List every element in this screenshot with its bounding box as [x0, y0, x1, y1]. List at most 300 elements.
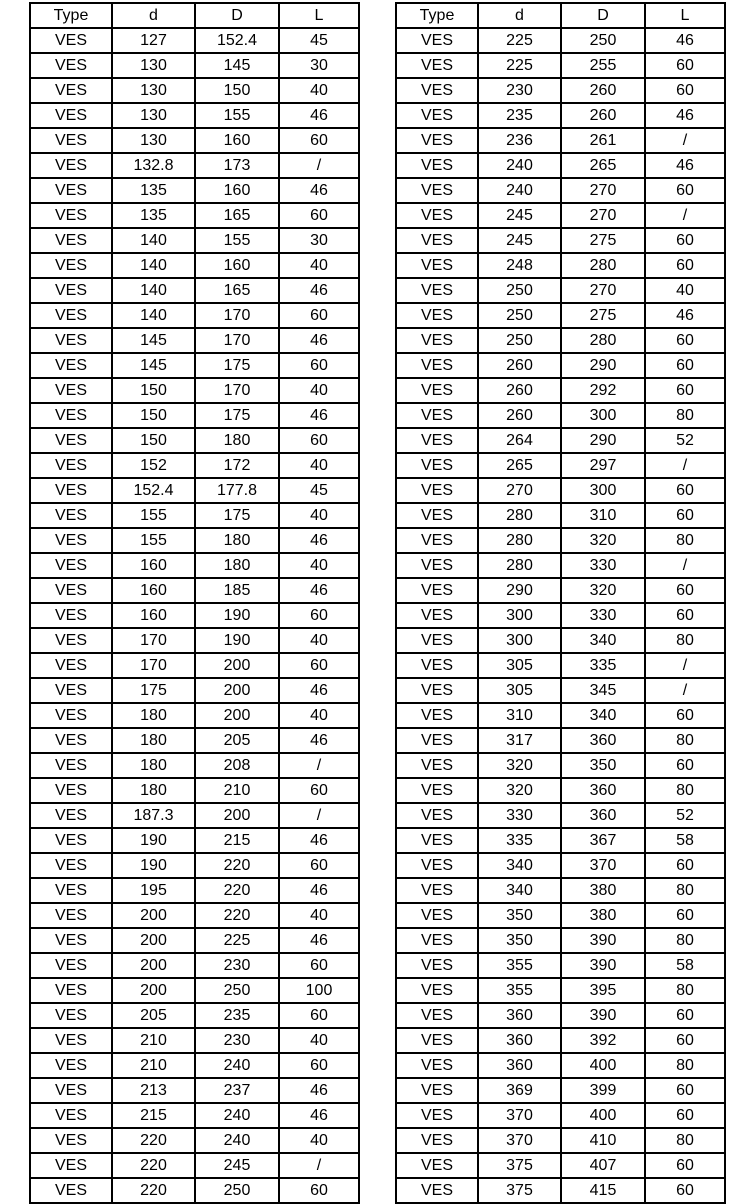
- cell-type: VES: [30, 903, 112, 928]
- cell-l: 60: [279, 1178, 359, 1203]
- cell-d: 160: [112, 578, 195, 603]
- cell-type: VES: [30, 353, 112, 378]
- cell-type: VES: [396, 578, 478, 603]
- cell-type: VES: [30, 928, 112, 953]
- table-row: [30, 28, 359, 53]
- table-row: [30, 728, 359, 753]
- cell-d: 200: [195, 703, 279, 728]
- cell-l: 46: [645, 153, 725, 178]
- cell-d: 250: [478, 328, 561, 353]
- cell-d: 300: [478, 628, 561, 653]
- table-row: [396, 1028, 725, 1053]
- cell-d: 300: [561, 403, 645, 428]
- cell-d: 240: [195, 1103, 279, 1128]
- cell-d: 172: [195, 453, 279, 478]
- cell-d: 375: [478, 1178, 561, 1203]
- cell-d: 130: [112, 53, 195, 78]
- cell-d: 200: [195, 653, 279, 678]
- cell-d: 392: [561, 1028, 645, 1053]
- cell-d: 160: [195, 128, 279, 153]
- cell-d: 205: [112, 1003, 195, 1028]
- cell-l: 80: [645, 528, 725, 553]
- cell-type: VES: [396, 628, 478, 653]
- cell-d: 248: [478, 253, 561, 278]
- cell-type: VES: [30, 103, 112, 128]
- cell-l: 46: [279, 178, 359, 203]
- cell-type: VES: [396, 478, 478, 503]
- cell-type: VES: [30, 1003, 112, 1028]
- cell-d: 150: [112, 403, 195, 428]
- cell-l: 80: [645, 928, 725, 953]
- table-row: [396, 528, 725, 553]
- table-row: [396, 778, 725, 803]
- cell-type: VES: [30, 428, 112, 453]
- table-row: [396, 503, 725, 528]
- cell-type: VES: [396, 453, 478, 478]
- cell-type: VES: [396, 1128, 478, 1153]
- cell-d: 350: [478, 928, 561, 953]
- cell-l: 46: [645, 28, 725, 53]
- cell-d: 175: [195, 403, 279, 428]
- table-row: [396, 78, 725, 103]
- cell-d: 160: [195, 178, 279, 203]
- cell-type: VES: [396, 878, 478, 903]
- cell-d: 213: [112, 1078, 195, 1103]
- table-row: [30, 453, 359, 478]
- cell-d: 250: [195, 1178, 279, 1203]
- cell-d: 152.4: [195, 28, 279, 53]
- cell-type: VES: [30, 328, 112, 353]
- cell-type: VES: [396, 678, 478, 703]
- cell-type: VES: [30, 878, 112, 903]
- table-row: [396, 453, 725, 478]
- table-row: [30, 1178, 359, 1203]
- cell-d: 140: [112, 278, 195, 303]
- cell-d: 175: [195, 503, 279, 528]
- cell-l: 60: [645, 853, 725, 878]
- cell-d: 310: [478, 703, 561, 728]
- table-header-row: [396, 3, 725, 28]
- cell-d: 195: [112, 878, 195, 903]
- cell-l: 40: [279, 253, 359, 278]
- cell-d: 152.4: [112, 478, 195, 503]
- cell-l: 46: [279, 878, 359, 903]
- column-header-d: d: [112, 3, 195, 28]
- cell-d: 140: [112, 228, 195, 253]
- cell-d: 155: [195, 228, 279, 253]
- cell-d: 340: [478, 878, 561, 903]
- cell-l: 60: [645, 253, 725, 278]
- cell-d: 350: [478, 903, 561, 928]
- cell-type: VES: [30, 503, 112, 528]
- table-row: [30, 603, 359, 628]
- cell-d: 187.3: [112, 803, 195, 828]
- cell-d: 390: [561, 1003, 645, 1028]
- cell-d: 200: [195, 803, 279, 828]
- cell-l: 46: [279, 278, 359, 303]
- cell-d: 320: [478, 753, 561, 778]
- cell-d: 280: [561, 253, 645, 278]
- table-row: [396, 228, 725, 253]
- table-row: [30, 753, 359, 778]
- table-row: [396, 1003, 725, 1028]
- cell-type: VES: [30, 528, 112, 553]
- cell-d: 260: [561, 78, 645, 103]
- cell-d: 140: [112, 303, 195, 328]
- cell-l: 46: [279, 403, 359, 428]
- table-row: [396, 378, 725, 403]
- cell-type: VES: [30, 1028, 112, 1053]
- table-row: [30, 928, 359, 953]
- table-row: [396, 128, 725, 153]
- cell-d: 245: [195, 1153, 279, 1178]
- table-row: [396, 603, 725, 628]
- cell-type: VES: [30, 453, 112, 478]
- cell-d: 220: [195, 878, 279, 903]
- cell-l: 60: [645, 353, 725, 378]
- table-row: [30, 628, 359, 653]
- cell-d: 155: [112, 528, 195, 553]
- cell-l: 60: [645, 1028, 725, 1053]
- cell-d: 180: [112, 778, 195, 803]
- cell-l: 60: [279, 1003, 359, 1028]
- table-row: [30, 853, 359, 878]
- cell-l: 46: [645, 103, 725, 128]
- cell-d: 245: [478, 228, 561, 253]
- table-row: [30, 1128, 359, 1153]
- cell-d: 127: [112, 28, 195, 53]
- cell-l: 80: [645, 1128, 725, 1153]
- cell-d: 360: [478, 1053, 561, 1078]
- cell-type: VES: [396, 653, 478, 678]
- cell-l: 60: [645, 603, 725, 628]
- cell-l: 60: [279, 603, 359, 628]
- cell-type: VES: [396, 203, 478, 228]
- table-row: [30, 878, 359, 903]
- table-row: [30, 303, 359, 328]
- cell-type: VES: [396, 1053, 478, 1078]
- cell-d: 200: [112, 903, 195, 928]
- cell-type: VES: [396, 1028, 478, 1053]
- cell-d: 292: [561, 378, 645, 403]
- cell-l: 80: [645, 1053, 725, 1078]
- table-row: [30, 828, 359, 853]
- cell-d: 220: [195, 903, 279, 928]
- cell-d: 335: [478, 828, 561, 853]
- table-row: [396, 1128, 725, 1153]
- cell-l: 60: [279, 428, 359, 453]
- table-row: [396, 678, 725, 703]
- cell-d: 150: [195, 78, 279, 103]
- table-row: [30, 953, 359, 978]
- cell-l: 80: [645, 403, 725, 428]
- cell-d: 300: [561, 478, 645, 503]
- table-row: [30, 528, 359, 553]
- cell-d: 330: [561, 553, 645, 578]
- cell-d: 240: [195, 1128, 279, 1153]
- cell-d: 175: [112, 678, 195, 703]
- cell-l: /: [645, 453, 725, 478]
- cell-d: 225: [195, 928, 279, 953]
- cell-l: 60: [645, 78, 725, 103]
- cell-l: 40: [279, 78, 359, 103]
- table-row: [30, 378, 359, 403]
- cell-type: VES: [30, 828, 112, 853]
- cell-l: 60: [279, 303, 359, 328]
- cell-d: 270: [561, 278, 645, 303]
- cell-type: VES: [396, 153, 478, 178]
- cell-d: 135: [112, 178, 195, 203]
- cell-l: 40: [279, 378, 359, 403]
- cell-type: VES: [396, 803, 478, 828]
- cell-d: 310: [561, 503, 645, 528]
- table-row: [30, 153, 359, 178]
- cell-type: VES: [30, 653, 112, 678]
- cell-type: VES: [396, 278, 478, 303]
- cell-type: VES: [30, 853, 112, 878]
- cell-l: 60: [645, 903, 725, 928]
- cell-type: VES: [396, 328, 478, 353]
- table-row: [396, 553, 725, 578]
- cell-type: VES: [396, 728, 478, 753]
- cell-d: 160: [112, 553, 195, 578]
- cell-l: 60: [279, 653, 359, 678]
- table-row: [30, 478, 359, 503]
- cell-d: 180: [195, 553, 279, 578]
- cell-d: 175: [195, 353, 279, 378]
- cell-l: 60: [279, 778, 359, 803]
- cell-l: 40: [279, 1128, 359, 1153]
- cell-d: 230: [195, 953, 279, 978]
- table-row: [30, 703, 359, 728]
- cell-type: VES: [396, 378, 478, 403]
- cell-type: VES: [30, 1178, 112, 1203]
- cell-l: /: [645, 128, 725, 153]
- cell-d: 355: [478, 953, 561, 978]
- cell-d: 395: [561, 978, 645, 1003]
- cell-d: 255: [561, 53, 645, 78]
- cell-d: 200: [112, 953, 195, 978]
- cell-d: 240: [478, 178, 561, 203]
- cell-d: 155: [195, 103, 279, 128]
- cell-d: 225: [478, 28, 561, 53]
- cell-type: VES: [396, 1003, 478, 1028]
- cell-type: VES: [396, 403, 478, 428]
- cell-d: 250: [478, 278, 561, 303]
- cell-d: 275: [561, 228, 645, 253]
- cell-l: /: [279, 753, 359, 778]
- table-row: [396, 203, 725, 228]
- cell-l: 80: [645, 778, 725, 803]
- cell-type: VES: [30, 1128, 112, 1153]
- cell-l: 60: [645, 178, 725, 203]
- cell-type: VES: [30, 1078, 112, 1103]
- cell-d: 200: [112, 978, 195, 1003]
- cell-l: 60: [645, 328, 725, 353]
- cell-d: 340: [561, 628, 645, 653]
- cell-d: 305: [478, 678, 561, 703]
- cell-l: /: [645, 653, 725, 678]
- cell-l: 60: [279, 853, 359, 878]
- cell-d: 140: [112, 253, 195, 278]
- cell-l: 46: [279, 578, 359, 603]
- column-header-l: L: [279, 3, 359, 28]
- table-row: [396, 1153, 725, 1178]
- cell-l: 40: [279, 453, 359, 478]
- table-row: [396, 253, 725, 278]
- cell-l: 58: [645, 828, 725, 853]
- cell-d: 367: [561, 828, 645, 853]
- cell-d: 264: [478, 428, 561, 453]
- cell-d: 180: [112, 753, 195, 778]
- cell-d: 160: [195, 253, 279, 278]
- cell-d: 260: [478, 378, 561, 403]
- cell-l: 46: [279, 678, 359, 703]
- cell-d: 390: [561, 928, 645, 953]
- table-row: [30, 353, 359, 378]
- table-row: [30, 978, 359, 1003]
- cell-l: 46: [279, 1078, 359, 1103]
- cell-d: 340: [561, 703, 645, 728]
- cell-type: VES: [396, 253, 478, 278]
- table-row: [30, 653, 359, 678]
- cell-d: 177.8: [195, 478, 279, 503]
- cell-d: 208: [195, 753, 279, 778]
- cell-type: VES: [396, 528, 478, 553]
- cell-d: 230: [195, 1028, 279, 1053]
- cell-d: 190: [112, 828, 195, 853]
- cell-l: 60: [279, 203, 359, 228]
- cell-d: 173: [195, 153, 279, 178]
- table-row: [30, 278, 359, 303]
- cell-type: VES: [396, 128, 478, 153]
- cell-type: VES: [396, 78, 478, 103]
- cell-d: 369: [478, 1078, 561, 1103]
- cell-type: VES: [30, 303, 112, 328]
- table-row: [396, 478, 725, 503]
- cell-l: 46: [279, 328, 359, 353]
- cell-d: 280: [478, 503, 561, 528]
- table-row: [30, 803, 359, 828]
- cell-d: 200: [195, 678, 279, 703]
- cell-l: 60: [645, 578, 725, 603]
- cell-d: 340: [478, 853, 561, 878]
- cell-d: 360: [561, 778, 645, 803]
- cell-d: 215: [195, 828, 279, 853]
- cell-type: VES: [396, 753, 478, 778]
- cell-type: VES: [30, 778, 112, 803]
- cell-type: VES: [30, 1053, 112, 1078]
- cell-d: 245: [478, 203, 561, 228]
- cell-d: 170: [195, 303, 279, 328]
- cell-type: VES: [396, 503, 478, 528]
- cell-l: 60: [645, 1003, 725, 1028]
- table-row: [30, 553, 359, 578]
- cell-l: /: [645, 678, 725, 703]
- cell-type: VES: [30, 703, 112, 728]
- cell-type: VES: [396, 178, 478, 203]
- cell-d: 290: [561, 428, 645, 453]
- cell-d: 220: [112, 1153, 195, 1178]
- cell-d: 180: [112, 703, 195, 728]
- cell-d: 240: [195, 1053, 279, 1078]
- cell-type: VES: [30, 228, 112, 253]
- cell-d: 170: [195, 328, 279, 353]
- cell-type: VES: [30, 53, 112, 78]
- cell-d: 280: [478, 553, 561, 578]
- column-header-type: Type: [30, 3, 112, 28]
- cell-type: VES: [30, 678, 112, 703]
- cell-d: 235: [195, 1003, 279, 1028]
- cell-l: /: [279, 803, 359, 828]
- cell-l: 46: [645, 303, 725, 328]
- table-row: [396, 953, 725, 978]
- cell-type: VES: [30, 78, 112, 103]
- cell-d: 290: [478, 578, 561, 603]
- cell-type: VES: [396, 553, 478, 578]
- cell-l: 60: [645, 378, 725, 403]
- cell-d: 170: [112, 628, 195, 653]
- cell-l: 40: [645, 278, 725, 303]
- table-row: [396, 753, 725, 778]
- cell-d: 190: [195, 628, 279, 653]
- cell-l: 30: [279, 228, 359, 253]
- cell-d: 390: [561, 953, 645, 978]
- cell-l: 60: [645, 478, 725, 503]
- table-row: [396, 1053, 725, 1078]
- cell-d: 335: [561, 653, 645, 678]
- cell-d: 190: [195, 603, 279, 628]
- table-row: [396, 928, 725, 953]
- cell-d: 130: [112, 103, 195, 128]
- table-row: [30, 503, 359, 528]
- cell-d: 220: [112, 1128, 195, 1153]
- cell-d: 240: [478, 153, 561, 178]
- table-row: [30, 203, 359, 228]
- cell-type: VES: [396, 703, 478, 728]
- table-row: [396, 1178, 725, 1203]
- cell-type: VES: [30, 403, 112, 428]
- table-row: [30, 1053, 359, 1078]
- cell-d: 380: [561, 903, 645, 928]
- cell-l: 52: [645, 803, 725, 828]
- table-row: [30, 103, 359, 128]
- cell-l: 45: [279, 478, 359, 503]
- cell-d: 180: [195, 528, 279, 553]
- cell-type: VES: [30, 478, 112, 503]
- cell-d: 320: [478, 778, 561, 803]
- cell-l: 60: [645, 753, 725, 778]
- cell-l: 58: [645, 953, 725, 978]
- cell-type: VES: [396, 1103, 478, 1128]
- cell-l: 52: [645, 428, 725, 453]
- table-row: [396, 1103, 725, 1128]
- cell-type: VES: [396, 1153, 478, 1178]
- cell-d: 250: [478, 303, 561, 328]
- cell-d: 320: [561, 578, 645, 603]
- cell-type: VES: [396, 603, 478, 628]
- cell-d: 370: [561, 853, 645, 878]
- cell-l: 40: [279, 503, 359, 528]
- cell-d: 345: [561, 678, 645, 703]
- cell-d: 180: [195, 428, 279, 453]
- cell-type: VES: [396, 953, 478, 978]
- cell-d: 270: [561, 203, 645, 228]
- table-row: [396, 728, 725, 753]
- cell-d: 360: [478, 1028, 561, 1053]
- table-row: [30, 778, 359, 803]
- cell-l: 45: [279, 28, 359, 53]
